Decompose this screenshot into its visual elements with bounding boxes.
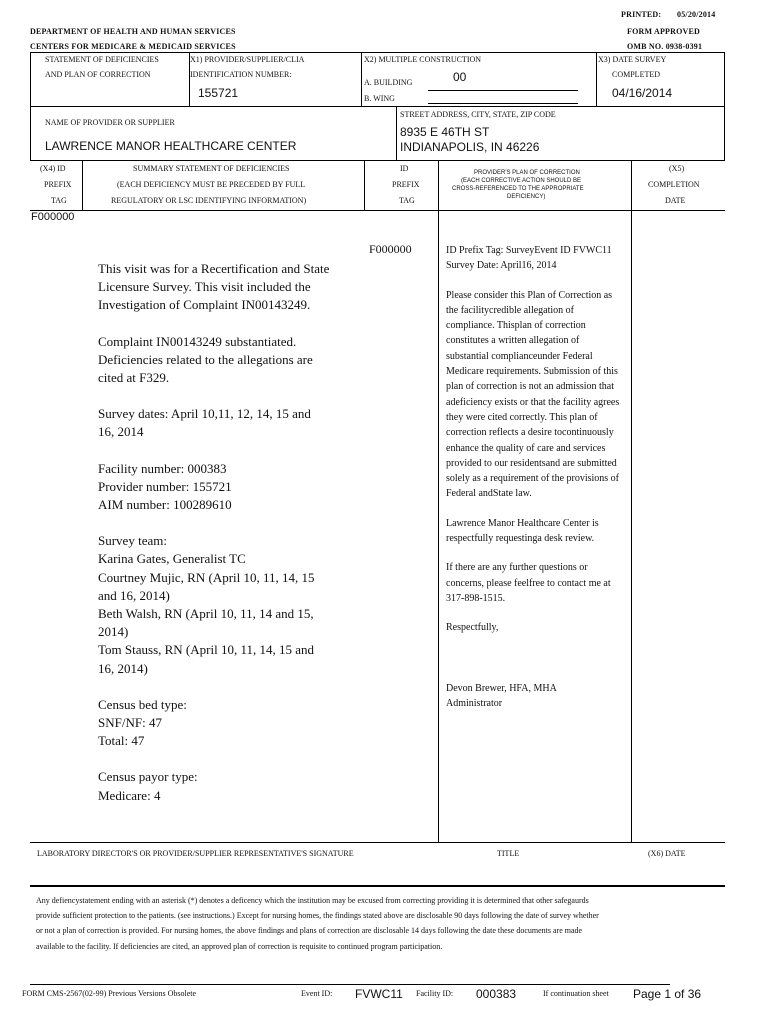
dept-name: DEPARTMENT OF HEALTH AND HUMAN SERVICES (30, 27, 236, 36)
signature-label: LABORATORY DIRECTOR'S OR PROVIDER/SUPPLIER REPRESENTATIVE'S SIGNATURE (37, 849, 354, 858)
form-number: FORM CMS-2567(02-99) Previous Versions Obsolete (22, 989, 197, 998)
id-header-2: PREFIX (392, 180, 420, 189)
omb-number: OMB NO. 0938-0391 (627, 42, 703, 51)
plan-para-4: If there are any further questions or concerns, please feelfree to contact me at 317-898-1515. (446, 562, 611, 604)
statement-label-2: AND PLAN OF CORRECTION (45, 70, 151, 79)
x2-label: X2) MULTIPLE CONSTRUCTION (364, 55, 482, 64)
summary-para-4: Facility number: 000383 Provider number: 155721 AIM number: 100289610 (98, 460, 232, 513)
plan-para-5: Respectfully, (446, 622, 499, 634)
plan-header-2: (EACH CORRECTIVE ACTION SHOULD BE (461, 178, 582, 184)
summary-header-1: SUMMARY STATEMENT OF DEFICIENCIES (133, 164, 290, 173)
disclaimer: Any defiencystatement ending with an asterisk (*) denotes a deficency which the institution may be excused from correcting providing it is determined that other safegaurds provide sufficient protection to the patients. (see instructions.) Except for nursing homes, the findings stated above are disclosable 90 days following the date of survey whether or not a plan of correction is provided. For nursing homes, the above findings and plans of correction are disclosable 14 days following the date these documents are made available to the facility. If deficiencies are cited, an approved plan of correction is requisite to continued program participation. (36, 896, 599, 951)
date-label: (X6) DATE (648, 849, 686, 858)
summary-header-2: (EACH DEFICIENCY MUST BE PRECEDED BY FULL (117, 180, 306, 189)
event-id-label: Event ID: (301, 989, 333, 998)
centers-name: CENTERS FOR MEDICARE & MEDICAID SERVICES (30, 42, 236, 51)
address-label: STREET ADDRESS, CITY, STATE, ZIP CODE (400, 110, 556, 119)
provider-name-value: LAWRENCE MANOR HEALTHCARE CENTER (45, 139, 297, 153)
x1-label-1: X1) PROVIDER/SUPPLIER/CLIA (190, 55, 305, 64)
x3-label-1: X3) DATE SURVEY (598, 55, 667, 64)
building-label: A. BUILDING (364, 78, 413, 87)
address-line-1: 8935 E 46TH ST (400, 125, 490, 139)
wing-label: B. WING (364, 94, 395, 103)
statement-label-1: STATEMENT OF DEFICIENCIES (45, 55, 159, 64)
page-number: Page 1 of 36 (633, 987, 702, 1001)
facility-id-value: 000383 (476, 987, 517, 1001)
x4-header-3: TAG (51, 196, 67, 205)
continuation-label: If continuation sheet (543, 989, 609, 998)
summary-para-5: Survey team: Karina Gates, Generalist TC Courtney Mujic, RN (April 10, 11, 14, 15 and 16, 2014) Beth Walsh, RN (April 10, 11, 14 and 15, 2014) Tom Stauss, RN (April 10, 11, 14, 15 and 16, 2014) (98, 533, 315, 676)
right-prefix-tag: F000000 (369, 242, 412, 256)
plan-para-6: Devon Brewer, HFA, MHA Administrator (446, 682, 557, 709)
left-prefix-tag: F000000 (31, 211, 75, 223)
plan-header-1: PROVIDER'S PLAN OF CORRECTION (474, 170, 580, 176)
id-header-3: TAG (399, 196, 415, 205)
building-value: 00 (453, 70, 467, 84)
x4-header-2: PREFIX (44, 180, 72, 189)
facility-id-label: Facility ID: (416, 989, 454, 998)
summary-header-3: REGULATORY OR LSC IDENTIFYING INFORMATION) (111, 196, 307, 205)
plan-para-2: Please consider this Plan of Correction as the facilitycredible allegation of compliance. Thisplan of correction constitutes a written allegation of substantial complianceunder Federal Medicare requirements. Submission of this plan of correction is not an admission that adeficiency exists or that the facility agrees they were cited correctly. This plan of correction reflects a desire tocontinuously enhance the quality of care and services provided to our residentsand are submitted solely as a requirement of the provisions of Federal andState law. (446, 289, 620, 500)
plan-of-correction (446, 243, 624, 711)
printed-date: 05/20/2014 (677, 10, 716, 19)
title-label: TITLE (497, 849, 520, 858)
summary-para-3: Survey dates: April 10,11, 12, 14, 15 and 16, 2014 (98, 406, 311, 440)
summary-para-2: Complaint IN00143249 substantiated. Deficiencies related to the allegations are cited at F329. (98, 333, 313, 386)
form-approved: FORM APPROVED (627, 27, 701, 36)
x4-header-1: (X4) ID (40, 164, 66, 173)
summary-para-6: Census bed type: SNF/NF: 47 Total: 47 (98, 696, 187, 749)
address-line-2: INDIANAPOLIS, IN 46226 (400, 140, 540, 154)
x5-header-3: DATE (665, 196, 686, 205)
x5-header-1: (X5) (669, 164, 685, 173)
survey-date-value: 04/16/2014 (612, 86, 673, 100)
id-header-1: ID (400, 164, 409, 173)
plan-header-3: CROSS-REFERENCED TO THE APPROPRIATE (452, 186, 584, 192)
plan-para-1: ID Prefix Tag: SurveyEvent ID FVWC11 Survey Date: April16, 2014 (446, 245, 612, 272)
provider-id-value: 155721 (198, 86, 239, 100)
provider-name-label: NAME OF PROVIDER OR SUPPLIER (45, 118, 175, 127)
summary-para-1: This visit was for a Recertification and State Licensure Survey. This visit included the Investigation of Complaint IN00143249. (98, 261, 330, 313)
summary-para-7: Census payor type: Medicare: 4 (98, 769, 198, 803)
event-id-value: FVWC11 (355, 987, 403, 1001)
printed-label: PRINTED: (621, 10, 662, 19)
x5-header-2: COMPLETION (648, 180, 700, 189)
plan-header-4: DEFICIENCY) (507, 194, 546, 200)
plan-para-3: Lawrence Manor Healthcare Center is respectfully requestinga desk review. (446, 517, 599, 545)
summary-statement (98, 260, 330, 805)
x1-label-2: IDENTIFICATION NUMBER: (190, 70, 292, 79)
x3-label-2: COMPLETED (612, 70, 660, 79)
